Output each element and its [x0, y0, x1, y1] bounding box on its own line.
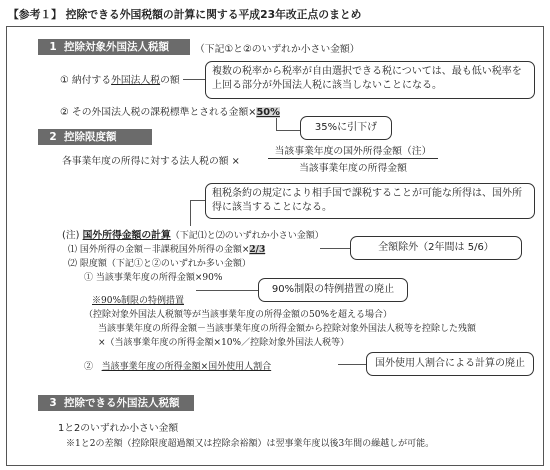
n1-fraction: 2/3: [249, 245, 266, 255]
section-2-header: [38, 129, 152, 145]
formula-left: 各事業年度の所得に対する法人税の額 ×: [62, 156, 240, 167]
special-line-2: 当該事業年度の所得金額－当該事業年度の所得金額から控除対象外国法人税等を控除した残額: [98, 324, 477, 334]
section-3-line-1: 1と2のいずれか小さい金額: [58, 423, 179, 434]
connector-line: [276, 118, 277, 130]
item-2-rate: 50%: [256, 107, 280, 118]
formula-fraction: [268, 143, 438, 174]
note-item-2-1: ① 当該事業年度の所得金額×90%: [84, 273, 223, 283]
note-item-2-2: [84, 359, 271, 372]
denominator: 当該事業年度の所得金額: [299, 163, 407, 174]
n2b-label: ②: [84, 362, 94, 372]
item-1-suffix: の額: [160, 75, 180, 86]
section-3-line-2: ※1と2の差額（控除限度超過額又は控除余裕額）は翌事業年度以後3年間の繰越しが可能。: [66, 439, 435, 449]
section-3-header: [38, 395, 194, 411]
connector-line: [190, 200, 191, 226]
note-line: [62, 227, 324, 241]
fraction-line: [268, 158, 438, 159]
section-heading: 控除できる外国法人税額: [64, 397, 180, 409]
item-1: [60, 72, 180, 86]
n2b-text: 当該事業年度の所得金額×国外使用人割合: [101, 362, 272, 372]
connector-line: [320, 248, 350, 249]
section-number: 2: [49, 131, 57, 143]
page-title: 【参考１】 控除できる外国税額の計算に関する平成23年改正点のまとめ: [8, 8, 362, 21]
item-2-text: ② その外国法人税の課税標準とされる金額×: [60, 107, 257, 118]
callout-treaty: 租税条約の規定により相手国で課税することが可能な所得は、国外所得に該当することになる。: [205, 183, 535, 219]
callout-90-percent: 90%制限の特例措置の廃止: [258, 278, 408, 302]
section-heading: 控除限度額: [64, 131, 117, 143]
special-line-1: （控除対象外国法人税額等が当該事業年度の所得金額の50%を超える場合）: [84, 310, 393, 320]
connector-line: [196, 290, 258, 291]
callout-lowest-rate: 複数の税率から税率が自由選択できる税については、最も低い税率を上回る部分が外国法人税に該当しないことになる。: [205, 61, 535, 99]
section-heading: 控除対象外国法人税額: [64, 41, 169, 53]
section-1-note: （下記①と②のいずれか小さい金額）: [195, 44, 360, 55]
item-1-underlined: 外国法人税: [111, 75, 161, 86]
section-number: 1: [49, 41, 57, 53]
connector-line: [338, 364, 366, 365]
note-sub: （下記⑴と⑵のいずれか小さい金額）: [170, 231, 324, 241]
connector-line: [276, 130, 300, 131]
note-item-1: [68, 242, 265, 255]
numerator: 当該事業年度の国外所得金額（注）: [274, 146, 432, 157]
callout-rate-reduced: 35%に引下げ: [300, 116, 392, 140]
special-title: ※90%制限の特例措置: [92, 296, 185, 306]
callout-employee-ratio: 国外使用人割合による計算の廃止: [366, 352, 534, 376]
section-number: 3: [49, 397, 57, 409]
connector-line: [190, 200, 205, 201]
n1-text: ⑴ 国外所得の金額－非課税国外所得の金額×: [68, 245, 250, 255]
callout-full-exclusion: 全額除外（2年間は 5/6）: [350, 236, 522, 260]
item-2: [60, 104, 280, 118]
special-line-3: ×（当該事業年度の所得金額×10%／控除対象外国法人税等）: [98, 338, 350, 348]
item-1-prefix: ① 納付する: [60, 75, 112, 86]
note-label: (注): [62, 230, 80, 241]
note-item-2: ⑵ 限度額（下記①と②のいずれか多い金額）: [68, 259, 251, 269]
note-title: 国外所得金額の計算: [82, 230, 171, 241]
section-1-header: [38, 39, 190, 55]
connector-line: [183, 79, 205, 80]
